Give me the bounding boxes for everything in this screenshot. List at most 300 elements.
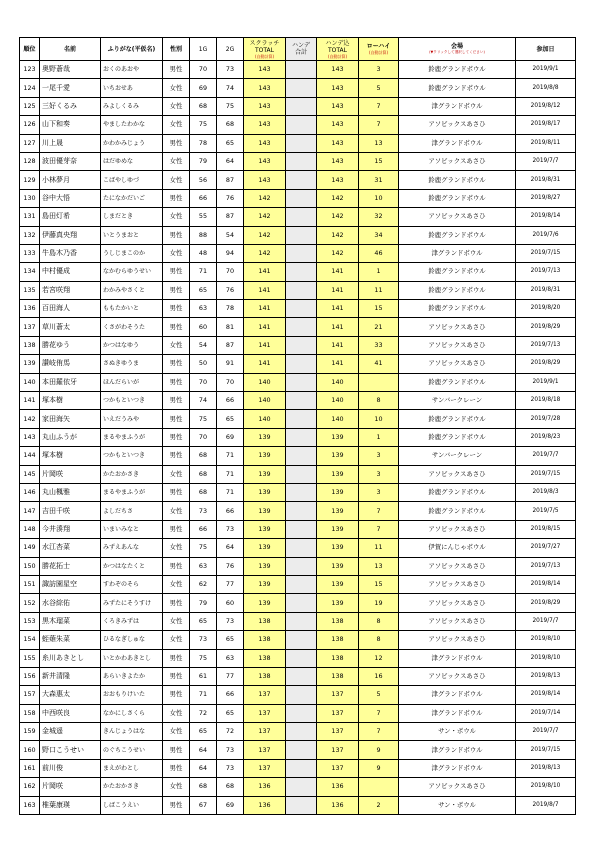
date-cell: 2019/9/1 — [516, 61, 576, 79]
name-cell: 塚本樹 — [40, 392, 101, 410]
header-lowhigh — [359, 38, 399, 61]
date-cell: 2019/7/15 — [516, 244, 576, 262]
lowhigh-cell: 3 — [359, 465, 399, 483]
lowhigh-cell: 3 — [359, 61, 399, 79]
lowhigh-cell: 11 — [359, 281, 399, 299]
handicap-total-cell: 138 — [317, 667, 359, 685]
venue-cell[interactable]: 鈴鹿グランドボウル — [399, 428, 516, 446]
handicap-cell — [286, 244, 317, 262]
handicap-total-cell: 140 — [317, 373, 359, 391]
game1-score-cell: 70 — [190, 61, 217, 79]
table-row — [20, 97, 576, 115]
scratch-total-cell: 141 — [244, 281, 286, 299]
game1-score-cell: 65 — [190, 281, 217, 299]
kana-cell: かわかみじょう — [101, 134, 163, 152]
header-handi-line2: 合計 — [294, 49, 307, 56]
kana-cell: ひるなぎしゅな — [101, 631, 163, 649]
table-row — [20, 171, 576, 189]
handicap-cell — [286, 152, 317, 170]
scratch-total-cell: 137 — [244, 704, 286, 722]
game2-score-cell: 94 — [217, 244, 244, 262]
handicap-cell — [286, 723, 317, 741]
venue-cell[interactable]: 鈴鹿グランドボウル — [399, 373, 516, 391]
scratch-total-cell: 140 — [244, 410, 286, 428]
handicap-total-cell: 140 — [317, 410, 359, 428]
game2-score-cell: 69 — [217, 428, 244, 446]
handicap-total-cell: 139 — [317, 502, 359, 520]
scratch-total-cell: 139 — [244, 520, 286, 538]
handicap-total-cell: 139 — [317, 520, 359, 538]
gender-cell: 男性 — [163, 189, 190, 207]
venue-cell[interactable]: アソビックスあさひ — [399, 116, 516, 134]
rank-cell: 129 — [20, 171, 40, 189]
name-cell: 伊藤真央翔 — [40, 226, 101, 244]
date-cell: 2019/8/31 — [516, 171, 576, 189]
game1-score-cell: 72 — [190, 704, 217, 722]
table-row — [20, 208, 576, 226]
venue-cell[interactable]: 鈴鹿グランドボウル — [399, 79, 516, 97]
game1-score-cell: 73 — [190, 631, 217, 649]
table-row — [20, 116, 576, 134]
rank-cell: 144 — [20, 447, 40, 465]
gender-cell: 男性 — [163, 667, 190, 685]
scratch-total-cell: 141 — [244, 355, 286, 373]
lowhigh-cell: 15 — [359, 575, 399, 593]
handicap-total-cell: 143 — [317, 171, 359, 189]
name-cell: 若宮咲翔 — [40, 281, 101, 299]
game2-score-cell: 66 — [217, 686, 244, 704]
table-row — [20, 79, 576, 97]
gender-cell: 男性 — [163, 483, 190, 501]
handicap-cell — [286, 465, 317, 483]
lowhigh-cell: 33 — [359, 336, 399, 354]
kana-cell: きんじょうはな — [101, 723, 163, 741]
game2-score-cell: 66 — [217, 392, 244, 410]
handicap-cell — [286, 447, 317, 465]
handicap-total-cell: 137 — [317, 686, 359, 704]
game1-score-cell: 66 — [190, 520, 217, 538]
game1-score-cell: 68 — [190, 97, 217, 115]
kana-cell: ももたかいと — [101, 300, 163, 318]
table-row — [20, 281, 576, 299]
handicap-total-cell: 138 — [317, 631, 359, 649]
venue-cell[interactable]: 伊賀にんじゃボウル — [399, 539, 516, 557]
gender-cell: 男性 — [163, 281, 190, 299]
date-cell: 2019/8/13 — [516, 667, 576, 685]
header-scratch-total — [244, 38, 286, 61]
handicap-cell — [286, 336, 317, 354]
handicap-cell — [286, 428, 317, 446]
name-cell: 牛島木乃香 — [40, 244, 101, 262]
venue-cell[interactable]: サンバークレーン — [399, 447, 516, 465]
kana-cell: なかむらゆうせい — [101, 263, 163, 281]
game2-score-cell: 73 — [217, 759, 244, 777]
handicap-total-cell: 139 — [317, 594, 359, 612]
gender-cell: 男性 — [163, 392, 190, 410]
game2-score-cell: 87 — [217, 336, 244, 354]
game2-score-cell: 69 — [217, 796, 244, 814]
scratch-total-cell: 140 — [244, 373, 286, 391]
game1-score-cell: 75 — [190, 539, 217, 557]
date-cell: 2019/8/17 — [516, 116, 576, 134]
handicap-cell — [286, 61, 317, 79]
date-cell: 2019/7/7 — [516, 447, 576, 465]
gender-cell: 男性 — [163, 520, 190, 538]
rank-cell: 132 — [20, 226, 40, 244]
game2-score-cell: 77 — [217, 575, 244, 593]
table-row — [20, 704, 576, 722]
handicap-total-cell: 139 — [317, 539, 359, 557]
venue-cell[interactable]: サンバークレーン — [399, 392, 516, 410]
handicap-total-cell: 142 — [317, 244, 359, 262]
rank-cell: 130 — [20, 189, 40, 207]
date-cell: 2019/8/15 — [516, 520, 576, 538]
venue-cell[interactable]: サン・ボウル — [399, 796, 516, 814]
venue-cell[interactable]: 鈴鹿グランドボウル — [399, 189, 516, 207]
scratch-total-cell: 136 — [244, 778, 286, 796]
venue-cell[interactable]: アソビックスあさひ — [399, 520, 516, 538]
lowhigh-cell: 1 — [359, 428, 399, 446]
scratch-total-cell: 138 — [244, 631, 286, 649]
game1-score-cell: 71 — [190, 263, 217, 281]
venue-cell[interactable]: アソビックスあさひ — [399, 612, 516, 630]
rank-cell: 149 — [20, 539, 40, 557]
gender-cell: 女性 — [163, 539, 190, 557]
handicap-total-cell: 138 — [317, 612, 359, 630]
rank-cell: 155 — [20, 649, 40, 667]
venue-cell[interactable]: 鈴鹿グランドボウル — [399, 61, 516, 79]
game2-score-cell: 73 — [217, 612, 244, 630]
lowhigh-cell: 34 — [359, 226, 399, 244]
venue-cell[interactable]: アソビックスあさひ — [399, 557, 516, 575]
gender-cell: 女性 — [163, 171, 190, 189]
handicap-cell — [286, 79, 317, 97]
game1-score-cell: 70 — [190, 428, 217, 446]
scratch-total-cell: 138 — [244, 649, 286, 667]
handicap-total-cell: 137 — [317, 704, 359, 722]
game2-score-cell: 66 — [217, 502, 244, 520]
game1-score-cell: 78 — [190, 134, 217, 152]
game1-score-cell: 64 — [190, 759, 217, 777]
scratch-total-cell: 137 — [244, 759, 286, 777]
rank-cell: 137 — [20, 318, 40, 336]
gender-cell: 女性 — [163, 244, 190, 262]
lowhigh-cell: 15 — [359, 300, 399, 318]
gender-cell: 男性 — [163, 759, 190, 777]
venue-cell[interactable]: アソビックスあさひ — [399, 778, 516, 796]
gender-cell: 女性 — [163, 778, 190, 796]
lowhigh-cell: 31 — [359, 171, 399, 189]
lowhigh-cell: 7 — [359, 704, 399, 722]
kana-cell: しばこうえい — [101, 796, 163, 814]
venue-cell[interactable]: 鈴鹿グランドボウル — [399, 263, 516, 281]
handicap-cell — [286, 373, 317, 391]
table-row — [20, 263, 576, 281]
venue-cell[interactable]: 津グランドボウル — [399, 759, 516, 777]
lowhigh-cell: 7 — [359, 97, 399, 115]
gender-cell: 女性 — [163, 704, 190, 722]
header-handi-line1: ハンデ — [291, 42, 310, 49]
name-cell: 糸川あきとし — [40, 649, 101, 667]
lowhigh-cell: 5 — [359, 686, 399, 704]
venue-cell[interactable]: 鈴鹿グランドボウル — [399, 483, 516, 501]
handicap-total-cell: 139 — [317, 465, 359, 483]
handicap-cell — [286, 631, 317, 649]
name-cell: 勝花ゆう — [40, 336, 101, 354]
kana-cell: まえがわとし — [101, 759, 163, 777]
table-row — [20, 778, 576, 796]
gender-cell: 女性 — [163, 116, 190, 134]
venue-cell[interactable]: アソビックスあさひ — [399, 355, 516, 373]
venue-cell[interactable]: アソビックスあさひ — [399, 575, 516, 593]
date-cell: 2019/7/13 — [516, 336, 576, 354]
name-cell: 川上晟 — [40, 134, 101, 152]
table-row — [20, 631, 576, 649]
header-lowhigh-sub: (自動計算) — [368, 50, 389, 55]
gender-cell: 女性 — [163, 575, 190, 593]
game1-score-cell: 68 — [190, 483, 217, 501]
scratch-total-cell: 141 — [244, 318, 286, 336]
venue-cell[interactable]: 津グランドボウル — [399, 704, 516, 722]
scratch-total-cell: 143 — [244, 116, 286, 134]
kana-cell: ほんだらいが — [101, 373, 163, 391]
lowhigh-cell: 46 — [359, 244, 399, 262]
name-cell: 片岡咲 — [40, 465, 101, 483]
table-row — [20, 557, 576, 575]
game2-score-cell: 68 — [217, 116, 244, 134]
rank-cell: 148 — [20, 520, 40, 538]
game1-score-cell: 67 — [190, 796, 217, 814]
kana-cell: やましたわかな — [101, 116, 163, 134]
venue-cell[interactable]: 鈴鹿グランドボウル — [399, 171, 516, 189]
gender-cell: 女性 — [163, 336, 190, 354]
lowhigh-cell: 21 — [359, 318, 399, 336]
lowhigh-cell: 15 — [359, 152, 399, 170]
handicap-total-cell: 143 — [317, 79, 359, 97]
venue-cell[interactable]: サン・ボウル — [399, 723, 516, 741]
name-cell: 小林夢月 — [40, 171, 101, 189]
venue-cell[interactable]: アソビックスあさひ — [399, 631, 516, 649]
kana-cell: おおもりけいた — [101, 686, 163, 704]
venue-cell[interactable]: アソビックスあさひ — [399, 465, 516, 483]
handicap-total-cell: 143 — [317, 116, 359, 134]
name-cell: 吉田千咲 — [40, 502, 101, 520]
rank-cell: 154 — [20, 631, 40, 649]
lowhigh-cell: 7 — [359, 520, 399, 538]
name-cell: 新井清隆 — [40, 667, 101, 685]
rank-cell: 143 — [20, 428, 40, 446]
name-cell: 山下和奏 — [40, 116, 101, 134]
gender-cell: 男性 — [163, 686, 190, 704]
lowhigh-cell: 10 — [359, 410, 399, 428]
gender-cell: 男性 — [163, 61, 190, 79]
date-cell: 2019/9/1 — [516, 373, 576, 391]
rank-cell: 135 — [20, 281, 40, 299]
venue-cell[interactable]: 鈴鹿グランドボウル — [399, 410, 516, 428]
rank-cell: 157 — [20, 686, 40, 704]
venue-cell[interactable]: 津グランドボウル — [399, 97, 516, 115]
kana-cell: いとうまおと — [101, 226, 163, 244]
date-cell: 2019/8/31 — [516, 281, 576, 299]
rank-cell: 146 — [20, 483, 40, 501]
handicap-cell — [286, 171, 317, 189]
table-row — [20, 189, 576, 207]
handicap-cell — [286, 649, 317, 667]
game2-score-cell: 75 — [217, 97, 244, 115]
name-cell: 草川蒼太 — [40, 318, 101, 336]
handicap-cell — [286, 520, 317, 538]
date-cell: 2019/8/10 — [516, 778, 576, 796]
date-cell: 2019/7/15 — [516, 465, 576, 483]
game2-score-cell: 74 — [217, 79, 244, 97]
handicap-total-cell: 142 — [317, 208, 359, 226]
handicap-total-cell: 139 — [317, 447, 359, 465]
rank-cell: 161 — [20, 759, 40, 777]
date-cell: 2019/8/12 — [516, 97, 576, 115]
date-cell: 2019/7/27 — [516, 539, 576, 557]
table-row — [20, 300, 576, 318]
header-venue-label: 会場 — [450, 43, 463, 50]
table-row — [20, 373, 576, 391]
game2-score-cell: 64 — [217, 539, 244, 557]
lowhigh-cell: 13 — [359, 557, 399, 575]
scratch-total-cell: 139 — [244, 557, 286, 575]
venue-cell[interactable]: アソビックスあさひ — [399, 152, 516, 170]
game2-score-cell: 64 — [217, 152, 244, 170]
rank-cell: 136 — [20, 300, 40, 318]
table-row — [20, 410, 576, 428]
header-handi-total-line2: TOTAL — [327, 46, 348, 54]
rank-cell: 151 — [20, 575, 40, 593]
header-row — [20, 38, 576, 61]
handicap-cell — [286, 557, 317, 575]
name-cell: 百田海人 — [40, 300, 101, 318]
venue-cell[interactable]: アソビックスあさひ — [399, 594, 516, 612]
venue-cell[interactable]: アソビックスあさひ — [399, 208, 516, 226]
game2-score-cell: 63 — [217, 649, 244, 667]
gender-cell: 女性 — [163, 612, 190, 630]
header-game1: 1G — [190, 38, 217, 61]
handicap-cell — [286, 226, 317, 244]
gender-cell: 男性 — [163, 796, 190, 814]
game2-score-cell: 60 — [217, 594, 244, 612]
gender-cell: 男性 — [163, 594, 190, 612]
handicap-total-cell: 139 — [317, 428, 359, 446]
handicap-total-cell: 143 — [317, 97, 359, 115]
handicap-total-cell: 139 — [317, 483, 359, 501]
venue-cell[interactable]: 鈴鹿グランドボウル — [399, 226, 516, 244]
handicap-total-cell: 141 — [317, 281, 359, 299]
handicap-total-cell: 141 — [317, 318, 359, 336]
handicap-cell — [286, 575, 317, 593]
lowhigh-cell: 41 — [359, 355, 399, 373]
scratch-total-cell: 141 — [244, 263, 286, 281]
kana-cell: あらいきよたか — [101, 667, 163, 685]
game1-score-cell: 71 — [190, 686, 217, 704]
scratch-total-cell: 139 — [244, 465, 286, 483]
scratch-total-cell: 143 — [244, 171, 286, 189]
game2-score-cell: 73 — [217, 61, 244, 79]
venue-cell[interactable]: 津グランドボウル — [399, 134, 516, 152]
handicap-total-cell: 141 — [317, 336, 359, 354]
scratch-total-cell: 137 — [244, 741, 286, 759]
kana-cell: はだゆめな — [101, 152, 163, 170]
handicap-total-cell: 143 — [317, 152, 359, 170]
game1-score-cell: 63 — [190, 557, 217, 575]
scratch-total-cell: 143 — [244, 79, 286, 97]
scratch-total-cell: 139 — [244, 539, 286, 557]
handicap-total-cell: 137 — [317, 759, 359, 777]
venue-cell[interactable]: 津グランドボウル — [399, 244, 516, 262]
venue-cell[interactable]: 津グランドボウル — [399, 686, 516, 704]
game2-score-cell: 68 — [217, 778, 244, 796]
header-handicap — [286, 38, 317, 61]
table-row — [20, 796, 576, 814]
gender-cell: 男性 — [163, 355, 190, 373]
venue-cell[interactable]: 鈴鹿グランドボウル — [399, 502, 516, 520]
rank-cell: 131 — [20, 208, 40, 226]
table-row — [20, 318, 576, 336]
gender-cell: 女性 — [163, 502, 190, 520]
handicap-cell — [286, 704, 317, 722]
scratch-total-cell: 143 — [244, 61, 286, 79]
game1-score-cell: 63 — [190, 300, 217, 318]
name-cell: 水江杏菜 — [40, 539, 101, 557]
header-scratch-line1: スクラッチ — [249, 39, 280, 47]
kana-cell: かたおかさき — [101, 465, 163, 483]
name-cell: 大森惠太 — [40, 686, 101, 704]
kana-cell: くさがわそうた — [101, 318, 163, 336]
rank-cell: 140 — [20, 373, 40, 391]
table-row — [20, 594, 576, 612]
table-row — [20, 244, 576, 262]
scratch-total-cell: 137 — [244, 723, 286, 741]
rank-cell: 159 — [20, 723, 40, 741]
venue-cell[interactable]: 鈴鹿グランドボウル — [399, 281, 516, 299]
scratch-total-cell: 141 — [244, 336, 286, 354]
venue-cell[interactable]: アソビックスあさひ — [399, 667, 516, 685]
venue-cell[interactable]: 津グランドボウル — [399, 741, 516, 759]
header-handi-total-sub: (自動計算) — [327, 53, 348, 59]
handicap-total-cell: 140 — [317, 392, 359, 410]
venue-cell[interactable]: アソビックスあさひ — [399, 336, 516, 354]
date-cell: 2019/8/13 — [516, 759, 576, 777]
date-cell: 2019/7/6 — [516, 226, 576, 244]
gender-cell: 男性 — [163, 373, 190, 391]
lowhigh-cell: 8 — [359, 392, 399, 410]
game2-score-cell: 71 — [217, 483, 244, 501]
header-game2: 2G — [217, 38, 244, 61]
kana-cell: いちおせあ — [101, 79, 163, 97]
name-cell: 蛭薙朱菜 — [40, 631, 101, 649]
game1-score-cell: 48 — [190, 244, 217, 262]
kana-cell: こばやしゆづ — [101, 171, 163, 189]
handicap-total-cell: 142 — [317, 189, 359, 207]
venue-cell[interactable]: 鈴鹿グランドボウル — [399, 300, 516, 318]
name-cell: 一尾千愛 — [40, 79, 101, 97]
venue-cell[interactable]: アソビックスあさひ — [399, 318, 516, 336]
rank-cell: 138 — [20, 336, 40, 354]
lowhigh-cell: 2 — [359, 796, 399, 814]
lowhigh-cell: 12 — [359, 649, 399, 667]
date-cell: 2019/8/3 — [516, 483, 576, 501]
game1-score-cell: 61 — [190, 667, 217, 685]
handicap-cell — [286, 686, 317, 704]
date-cell: 2019/8/14 — [516, 686, 576, 704]
game2-score-cell: 77 — [217, 667, 244, 685]
table-row — [20, 355, 576, 373]
venue-cell[interactable]: 津グランドボウル — [399, 649, 516, 667]
